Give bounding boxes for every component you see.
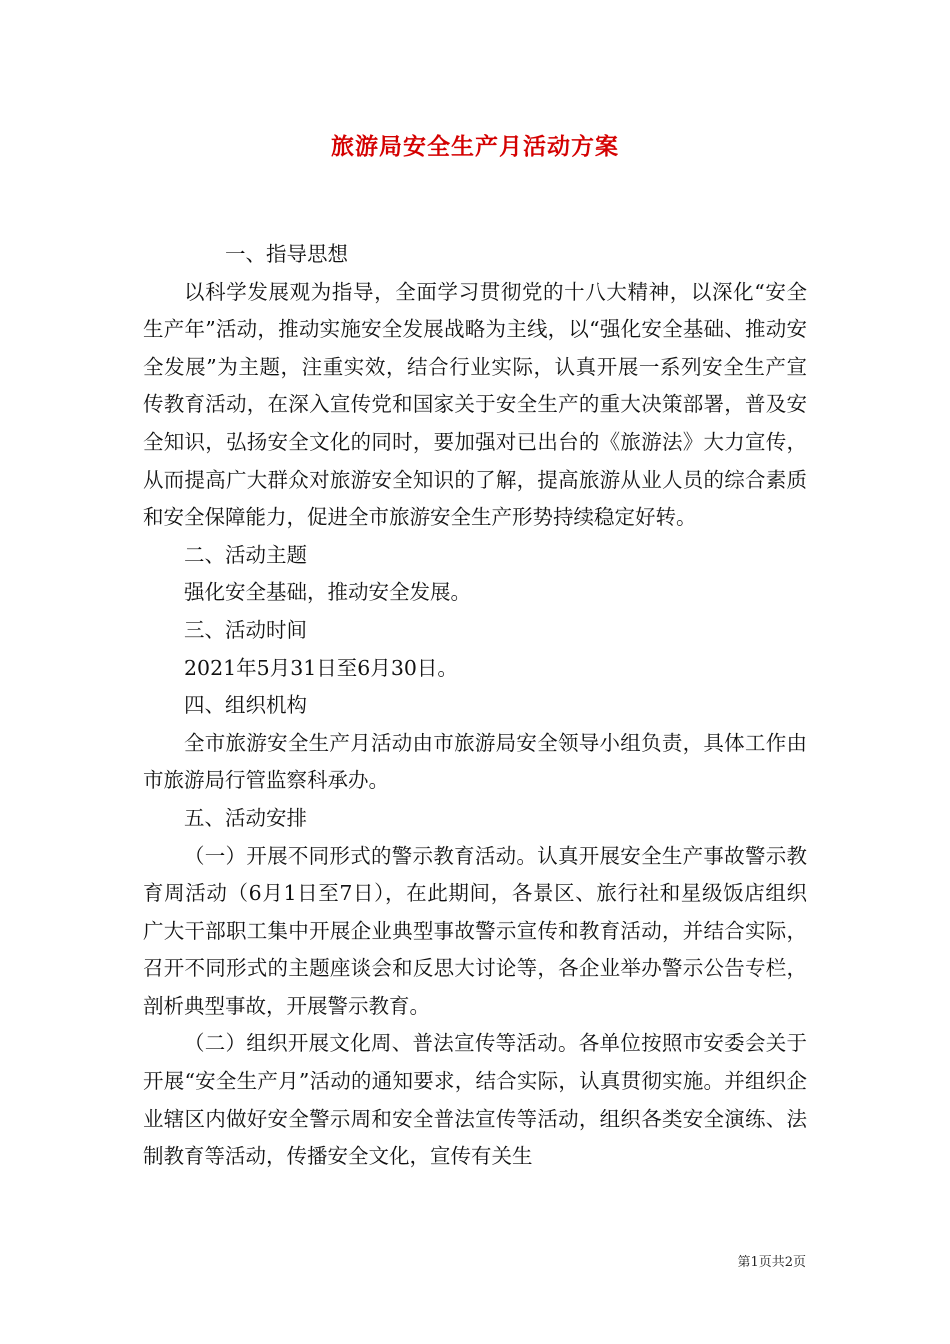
paragraph-arrangement-2: （二）组织开展文化周、普法宣传等活动。各单位按照市安委会关于开展“安全生产月”活动的通知要求，结合实际，认真贯彻实施。并组织企业辖区内做好安全警示周和安全普法宣传等活动，组织各类安全演练、法制教育等活动，传播安全文化，宣传有关生	[143, 1031, 807, 1169]
paragraph-organization: 全市旅游安全生产月活动由市旅游局安全领导小组负责，具体工作由市旅游局行管监察科承办。	[143, 730, 807, 793]
document-body	[143, 236, 807, 1176]
section-heading-time: 三、活动时间	[184, 617, 307, 642]
paragraph-arrangement-1: （一）开展不同形式的警示教育活动。认真开展安全生产事故警示教育周活动（6月1日至7日），在此期间，各景区、旅行社和星级饭店组织广大干部职工集中开展企业典型事故警示宣传和教育活动，并结合实际，召开不同形式的主题座谈会和反思大讨论等，各企业举办警示公告专栏，剖析典型事故，开展警示教育。	[143, 843, 807, 1018]
section-heading-guiding-thought: 一、指导思想	[225, 242, 348, 266]
page-indicator: 第1页共2页	[737, 1255, 806, 1270]
paragraph-guiding-thought: 以科学发展观为指导，全面学习贯彻党的十八大精神，以深化“安全生产年”活动，推动实施安全发展战略为主线，以“强化安全基础、推动安全发展”为主题，注重实效，结合行业实际，认真开展一系列安全生产宣传教育活动，在深入宣传党和国家关于安全生产的重大决策部署，普及安全知识，弘扬安全文化的同时，要加强对已出台的《旅游法》大力宣传，从而提高广大群众对旅游安全知识的了解，提高旅游从业人员的综合素质和安全保障能力，促进全市旅游安全生产形势持续稳定好转。	[143, 279, 807, 530]
section-heading-arrangement: 五、活动安排	[184, 805, 307, 830]
paragraph-time: 2021年5月31日至6月30日。	[184, 655, 458, 680]
document-title: 旅游局安全生产月活动方案	[331, 133, 619, 160]
paragraph-theme: 强化安全基础，推动安全发展。	[184, 580, 471, 605]
section-heading-theme: 二、活动主题	[184, 542, 307, 567]
section-heading-organization: 四、组织机构	[184, 693, 307, 718]
